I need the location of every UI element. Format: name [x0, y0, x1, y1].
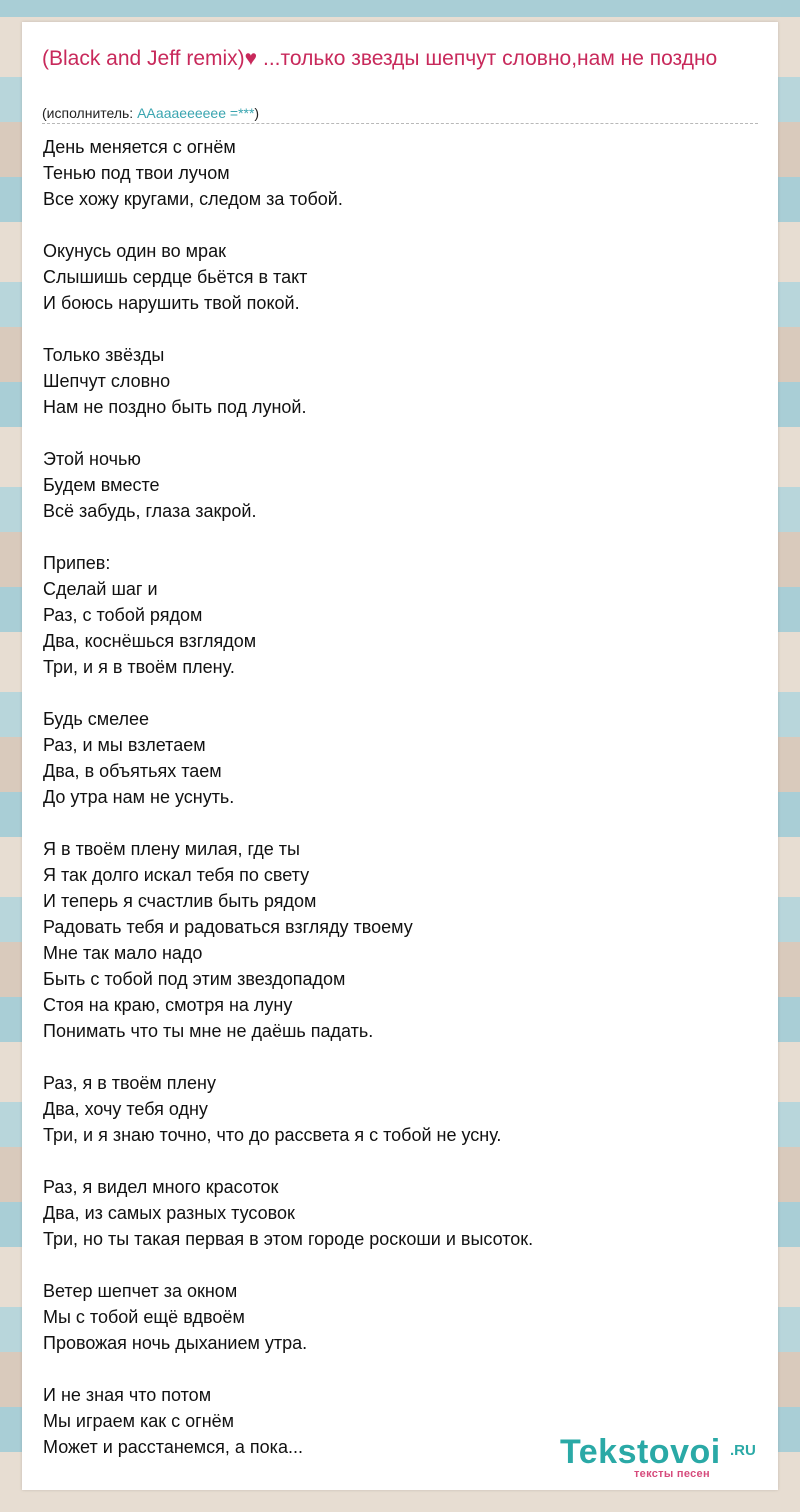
lyrics-card — [22, 22, 778, 1490]
lyrics-line: Будем вместе — [43, 475, 160, 495]
lyrics-line: Только звёзды — [43, 345, 165, 365]
lyrics-line: И не зная что потом — [43, 1385, 212, 1405]
lyrics-line: Три, но ты такая первая в этом городе роскоши и высоток. — [43, 1229, 534, 1249]
lyrics-line: Тенью под твои лучом — [43, 163, 230, 183]
lyrics-line: День меняется с огнём — [43, 137, 236, 157]
lyrics-line: Раз, я в твоём плену — [43, 1073, 216, 1093]
logo-tagline: тексты песен — [634, 1468, 710, 1480]
site-logo[interactable] — [560, 1433, 768, 1480]
dashed-divider — [42, 123, 758, 124]
lyrics-stanza — [43, 134, 753, 212]
lyrics-line: Мы с тобой ещё вдвоём — [43, 1307, 245, 1327]
lyrics-stanza — [43, 706, 753, 810]
lyrics-stanza — [43, 1278, 753, 1356]
lyrics-line: Этой ночью — [43, 449, 141, 469]
logo-tld: .RU — [730, 1442, 756, 1459]
lyrics-line: Припев: — [43, 553, 111, 573]
lyrics-line: Все хожу кругами, следом за тобой. — [43, 189, 343, 209]
lyrics-line: Шепчут словно — [43, 371, 171, 391]
lyrics-line: Я в твоём плену милая, где ты — [43, 839, 300, 859]
lyrics-line: Два, хочу тебя одну — [43, 1099, 208, 1119]
lyrics-line: Нам не поздно быть под луной. — [43, 397, 307, 417]
lyrics-line: Три, и я в твоём плену. — [43, 657, 235, 677]
lyrics-line: Мне так мало надо — [43, 943, 203, 963]
lyrics-line: Будь смелее — [43, 709, 150, 729]
lyrics-stanza — [43, 446, 753, 524]
artist-link[interactable]: ААаааееееее =*** — [137, 105, 255, 121]
lyrics-line: Всё забудь, глаза закрой. — [43, 501, 257, 521]
lyrics-line: Два, коснёшься взглядом — [43, 631, 257, 651]
lyrics-stanza — [43, 342, 753, 420]
lyrics-line: Быть с тобой под этим звездопадом — [43, 969, 346, 989]
lyrics-line: Окунусь один во мрак — [43, 241, 226, 261]
lyrics-line: Сделай шаг и — [43, 579, 158, 599]
lyrics-line: Я так долго искал тебя по свету — [43, 865, 310, 885]
lyrics-stanza — [43, 238, 753, 316]
lyrics-line: Два, в объятьях таем — [43, 761, 222, 781]
logo-brand: Tekstovoi — [560, 1433, 721, 1471]
performer-line — [42, 104, 259, 122]
lyrics-line: Мы играем как с огнём — [43, 1411, 235, 1431]
lyrics-line: И теперь я счастлив быть рядом — [43, 891, 317, 911]
lyrics-line: Радовать тебя и радоваться взгляду твоему — [43, 917, 413, 937]
lyrics-text — [43, 134, 753, 1460]
performer-prefix: (исполнитель: — [42, 105, 138, 121]
lyrics-line: Раз, я видел много красоток — [43, 1177, 279, 1197]
lyrics-line: Раз, с тобой рядом — [43, 605, 203, 625]
lyrics-line: Понимать что ты мне не даёшь падать. — [43, 1021, 374, 1041]
song-title: (Black and Jeff remix)♥ ...только звезды шепчут словно,нам не поздно — [42, 47, 718, 70]
lyrics-line: Стоя на краю, смотря на луну — [43, 995, 293, 1015]
lyrics-line: Может и расстанемся, а пока... — [43, 1437, 303, 1457]
lyrics-line: До утра нам не уснуть. — [43, 787, 235, 807]
lyrics-line: Два, из самых разных тусовок — [43, 1203, 295, 1223]
lyrics-line: Ветер шепчет за окном — [43, 1281, 238, 1301]
performer-suffix: ) — [254, 105, 260, 121]
lyrics-stanza — [43, 836, 753, 1044]
lyrics-stanza — [43, 1174, 753, 1252]
lyrics-line: Провожая ночь дыханием утра. — [43, 1333, 308, 1353]
lyrics-line: Раз, и мы взлетаем — [43, 735, 206, 755]
lyrics-line: Три, и я знаю точно, что до рассвета я с тобой не усну. — [43, 1125, 502, 1145]
lyrics-line: И боюсь нарушить твой покой. — [43, 293, 300, 313]
lyrics-stanza — [43, 550, 753, 680]
lyrics-stanza — [43, 1070, 753, 1148]
lyrics-line: Слышишь сердце бьётся в такт — [43, 267, 308, 287]
